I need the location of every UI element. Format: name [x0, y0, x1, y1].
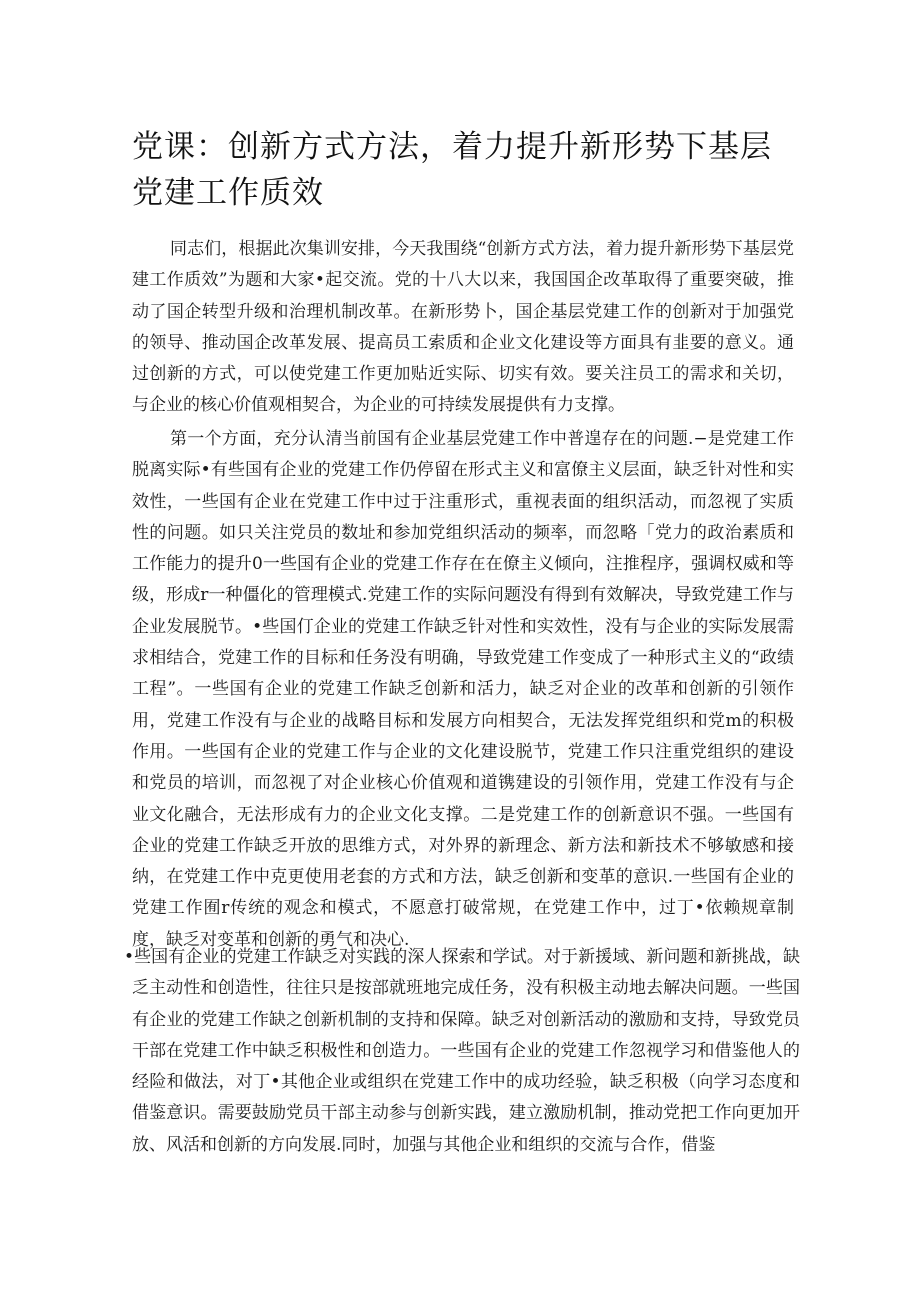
document-title: 党课：创新方式方法，着力提升新形势下基层党建工作质效 — [132, 129, 772, 211]
paragraph-intro: 同志们，根据此次集训安排，今天我围绕“创新方式方法，着力提升新形势下基层党建工作质效”为题和大家•起交流。党的十八大以来，我国国企改革取得了重要突破，推动了国企转型升级和治理机制改革。在新形势卜，国企基层党建工作的创新对于加强党的领导、推动国企改革发展、提高员工索质和企业文化建设等方面具有韭要的意义。通过创新的方式，可以使党建工作更加贴近实际、切实有效。要关注员工的需求和关切，与企业的核心价值观相契合，为企业的可持续发展提供有力支撑。 — [132, 239, 794, 416]
paragraph-first-aspect: 第一个方面，充分认清当前国有企业基层党建工作中普遑存在的问题.−是党建工作脱离实际•有些国有企业的党建工作仍停留在形式主义和富僚主义层面，缺乏针对性和实效性，一些国有企业在党建工作中过于注重形式，重视表面的组织活动，而忽视了实质性的问题。如只关注党员的数址和参加党组织活动的频率，而忽略「党力的政治素质和工作能力的提升0一些国有企业的党建工作存在在僚主义倾向，注推程序，强调权威和等级，形成r一种僵化的管理模式.党建工作的实际问题没有得到有效解决，导致党建工作与企业发展脱节。•些国仃企业的党建工作缺乏针对性和实效性，没有与企业的实际发展需求相结合，党建工作的目标和任务没有明确，导致党建工作变成了一种形式主义的“政绩工程”。一些国有企业的党建工作缺乏创新和活力，缺乏对企业的改革和创新的引领作用，党建工作没有与企业的战略目标和发展方向相契合，无法发挥党组织和党m的积极作用。一些国有企业的党建工作与企业的文化建设脱节，党建工作只注重党组织的建设和党员的培训，而忽视了对企业核心价值观和道镌建设的引领作用，党建工作没有与企业文化融合，无法形成有力的企业文化支撑。二是党建工作的创新意识不强。一些国有企业的党建工作缺乏开放的思维方式，对外界的新理念、新方法和新技术不够敏感和接纳，在党建工作中克更使用老套的方式和方法，缺乏创新和变革的意识.一些国有企业的党建工作囿r传统的观念和模式，不愿意打破常规，在党建工作中，过丁•依赖规章制度，缺乏对变革和创新的勇气和决心. — [132, 429, 794, 950]
paragraph-continuation: •些国有企业的党建工作缺乏对实践的深人探索和学试。对于新援域、新问题和新挑战，缺乏主动性和创造性，往往只是按部就班地完成任务，没有积极主动地去解决问题。一些国有企业的党建工作缺之创新机制的支持和保障。缺乏对创新活动的激励和支持，导致党员干部在党建工作中缺乏积极性和创造力。一些国有企业的党建工作忽视学习和借鉴他人的经险和做法，对丁•其他企业或组织在党建工作中的成功经验，缺乏积极（向学习态度和借鉴意识。需要鼓励党员干部主动参与创新实践，建立激励机制，推动党把工作向更加开放、风活和创新的方向发展.同时，加强与其他企业和组织的交流与合作，借鉴 — [124, 947, 800, 1155]
